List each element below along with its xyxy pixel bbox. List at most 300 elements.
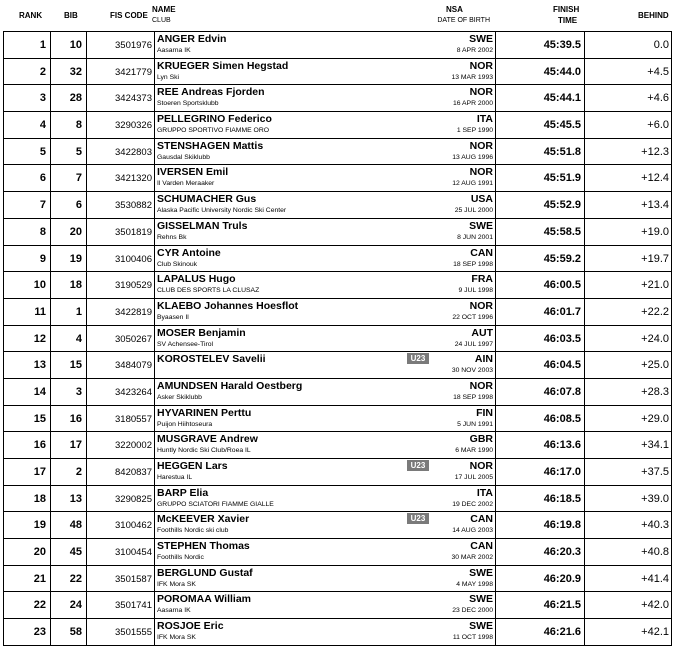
bib-cell xyxy=(50,486,87,512)
rank-value: 16 xyxy=(33,439,46,452)
club-name: Club Skinouk xyxy=(157,260,198,268)
finish-time-cell xyxy=(495,459,585,485)
bib-cell xyxy=(50,406,87,432)
date-of-birth: 17 JUL 2005 xyxy=(454,474,493,481)
rank-value: 1 xyxy=(39,39,46,51)
fis-code-cell xyxy=(86,246,155,272)
bib-value: 4 xyxy=(75,332,82,345)
bib-cell xyxy=(50,85,87,111)
bib-value: 3 xyxy=(75,385,82,398)
date-of-birth: 5 JUN 1991 xyxy=(457,420,493,428)
finish-time-value: 45:39.5 xyxy=(543,39,581,51)
results-header xyxy=(0,0,673,30)
rank-value: 23 xyxy=(33,626,46,639)
nsa-code: AIN xyxy=(474,353,493,366)
club-name: Foothills Nordic xyxy=(157,554,204,562)
bib-value: 10 xyxy=(69,39,82,51)
nsa-code: FIN xyxy=(476,406,493,419)
fis-code-cell xyxy=(86,619,155,645)
fis-code-value: 3100454 xyxy=(115,547,152,559)
name-cell xyxy=(154,432,496,458)
name-cell xyxy=(154,59,496,85)
behind-cell xyxy=(584,619,672,645)
nsa-code: FRA xyxy=(471,273,493,286)
table-row xyxy=(3,59,672,86)
athlete-name: SCHUMACHER Gus xyxy=(157,193,257,206)
bib-value: 32 xyxy=(69,65,82,78)
fis-code-value: 3050267 xyxy=(115,333,152,345)
date-of-birth: 16 APR 2000 xyxy=(452,100,493,108)
finish-time-cell xyxy=(495,352,585,378)
fis-code-cell xyxy=(86,59,155,85)
table-row xyxy=(3,219,672,246)
bib-value: 45 xyxy=(69,546,82,559)
finish-time-cell xyxy=(495,59,585,85)
bib-cell xyxy=(50,139,87,165)
bib-value: 16 xyxy=(69,412,82,425)
fis-code-value: 3422819 xyxy=(115,306,152,318)
club-name: Il Varden Meraaker xyxy=(157,180,215,188)
finish-time-cell xyxy=(495,112,585,138)
behind-cell xyxy=(584,459,672,485)
table-row xyxy=(3,139,672,166)
fis-code-cell xyxy=(86,406,155,432)
fis-code-value: 8420837 xyxy=(115,467,152,478)
fis-code-value: 3290825 xyxy=(115,493,152,505)
behind-cell xyxy=(584,299,672,325)
fis-code-cell xyxy=(86,459,155,485)
name-cell xyxy=(154,299,496,325)
athlete-name: PELLEGRINO Federico xyxy=(157,113,272,126)
behind-cell xyxy=(584,219,672,245)
table-row xyxy=(3,272,672,299)
athlete-name: HYVARINEN Perttu xyxy=(157,406,252,419)
finish-time-cell xyxy=(495,192,585,218)
bib-value: 1 xyxy=(75,305,82,318)
behind-value: +39.0 xyxy=(641,492,669,505)
header-time: TIME xyxy=(558,16,578,25)
rank-value: 7 xyxy=(39,199,46,212)
fis-code-value: 3484079 xyxy=(115,360,152,372)
table-row xyxy=(3,459,672,486)
nsa-code: NOR xyxy=(469,166,493,179)
nsa-code: ITA xyxy=(476,486,493,499)
bib-cell xyxy=(50,619,87,645)
rank-value: 14 xyxy=(33,385,46,398)
behind-value: +42.0 xyxy=(641,599,669,612)
name-cell xyxy=(154,32,496,58)
behind-cell xyxy=(584,32,672,58)
fis-code-cell xyxy=(86,299,155,325)
behind-cell xyxy=(584,112,672,138)
behind-value: +19.0 xyxy=(641,225,669,238)
nsa-code: NOR xyxy=(469,299,493,312)
finish-time-cell xyxy=(495,566,585,592)
finish-time-value: 45:44.0 xyxy=(543,65,581,78)
fis-code-value: 3501819 xyxy=(115,226,152,238)
club-name: IFK Mora SK xyxy=(157,634,196,642)
athlete-name: STENSHAGEN Mattis xyxy=(157,139,264,152)
bib-cell xyxy=(50,512,87,538)
header-date-of-birth: DATE OF BIRTH xyxy=(437,17,490,24)
finish-time-cell xyxy=(495,139,585,165)
table-row xyxy=(3,352,672,379)
finish-time-value: 45:45.5 xyxy=(543,119,581,132)
bib-cell xyxy=(50,246,87,272)
rank-cell xyxy=(4,272,51,298)
nsa-code: CAN xyxy=(470,540,493,553)
fis-code-cell xyxy=(86,352,155,378)
rank-cell xyxy=(4,326,51,352)
fis-code-cell xyxy=(86,165,155,191)
behind-value: +42.1 xyxy=(641,626,669,639)
behind-value: +12.4 xyxy=(641,172,669,185)
behind-cell xyxy=(584,406,672,432)
finish-time-cell xyxy=(495,512,585,538)
fis-code-cell xyxy=(86,192,155,218)
club-name: Asker Skiklubb xyxy=(157,393,202,401)
club-name: Rehns Bk xyxy=(157,233,187,241)
nsa-code: ITA xyxy=(476,113,493,126)
finish-time-cell xyxy=(495,85,585,111)
rank-value: 2 xyxy=(39,65,46,78)
athlete-name: MOSER Benjamin xyxy=(157,326,246,339)
athlete-name: HEGGEN Lars xyxy=(157,460,228,472)
table-row xyxy=(3,406,672,433)
nsa-code: AUT xyxy=(471,326,493,339)
behind-value: +28.3 xyxy=(641,385,669,398)
finish-time-value: 46:07.8 xyxy=(543,385,581,398)
finish-time-cell xyxy=(495,32,585,58)
rank-value: 22 xyxy=(33,599,46,612)
rank-cell xyxy=(4,32,51,58)
bib-value: 48 xyxy=(69,519,82,532)
nsa-code: GBR xyxy=(469,433,493,446)
athlete-name: KLAEBO Johannes Hoesflot xyxy=(157,299,299,312)
nsa-code: NOR xyxy=(469,139,493,152)
bib-value: 6 xyxy=(75,199,82,212)
rank-value: 10 xyxy=(33,279,46,292)
header-finish: FINISH xyxy=(553,5,580,14)
date-of-birth: 6 MAR 1990 xyxy=(455,447,493,455)
rank-cell xyxy=(4,566,51,592)
rank-value: 19 xyxy=(33,519,46,532)
rank-value: 17 xyxy=(33,466,46,478)
club-name: Stoeren Sportsklubb xyxy=(157,100,219,108)
behind-cell xyxy=(584,326,672,352)
bib-cell xyxy=(50,432,87,458)
table-row xyxy=(3,512,672,539)
name-cell xyxy=(154,352,496,378)
date-of-birth: 23 DEC 2000 xyxy=(452,607,493,615)
finish-time-value: 45:58.5 xyxy=(543,225,581,238)
nsa-code: CAN xyxy=(470,246,493,259)
fis-code-cell xyxy=(86,486,155,512)
rank-value: 11 xyxy=(34,305,46,318)
finish-time-cell xyxy=(495,299,585,325)
finish-time-value: 46:13.6 xyxy=(543,439,581,452)
behind-value: +34.1 xyxy=(641,439,669,452)
results-table xyxy=(3,31,672,646)
table-row xyxy=(3,539,672,566)
bib-value: 18 xyxy=(69,279,82,292)
table-row xyxy=(3,566,672,593)
name-cell xyxy=(154,139,496,165)
finish-time-cell xyxy=(495,165,585,191)
fis-code-value: 3421320 xyxy=(115,173,152,185)
rank-value: 6 xyxy=(39,172,46,185)
club-name: Aasarna IK xyxy=(157,47,191,54)
finish-time-cell xyxy=(495,406,585,432)
header-nsa: NSA xyxy=(446,5,463,14)
rank-cell xyxy=(4,246,51,272)
behind-value: +37.5 xyxy=(641,466,669,478)
athlete-name: POROMAA William xyxy=(157,593,252,606)
table-row xyxy=(3,619,672,646)
behind-value: +40.3 xyxy=(641,519,669,532)
date-of-birth: 22 OCT 1996 xyxy=(452,313,493,321)
date-of-birth: 11 OCT 1998 xyxy=(452,634,493,642)
bib-value: 8 xyxy=(75,119,82,132)
bib-cell xyxy=(50,165,87,191)
finish-time-value: 46:08.5 xyxy=(543,412,581,425)
bib-value: 20 xyxy=(69,225,82,238)
bib-value: 15 xyxy=(69,359,82,372)
club-name: Puijon Hiihtoseura xyxy=(157,420,213,428)
date-of-birth: 9 JUL 1998 xyxy=(458,287,493,295)
name-cell xyxy=(154,165,496,191)
bib-cell xyxy=(50,352,87,378)
fis-code-cell xyxy=(86,112,155,138)
date-of-birth: 13 AUG 1996 xyxy=(452,153,493,161)
athlete-name: KRUEGER Simen Hegstad xyxy=(157,59,289,72)
rank-cell xyxy=(4,406,51,432)
header-behind: BEHIND xyxy=(638,11,669,20)
fis-code-value: 3530882 xyxy=(115,200,152,212)
header-name: NAME xyxy=(152,5,176,14)
fis-code-cell xyxy=(86,272,155,298)
bib-value: 2 xyxy=(75,466,82,478)
club-name: SV Achensee-Tirol xyxy=(157,340,214,348)
behind-value: +21.0 xyxy=(641,279,669,292)
date-of-birth: 18 SEP 1998 xyxy=(453,393,493,401)
fis-code-value: 3422803 xyxy=(115,146,152,158)
fis-code-cell xyxy=(86,139,155,165)
athlete-name: IVERSEN Emil xyxy=(157,166,229,179)
bib-cell xyxy=(50,539,87,565)
bib-cell xyxy=(50,112,87,138)
bib-cell xyxy=(50,32,87,58)
fis-code-cell xyxy=(86,539,155,565)
club-name: IFK Mora SK xyxy=(157,580,196,588)
finish-time-value: 46:04.5 xyxy=(543,359,581,372)
fis-code-value: 3100462 xyxy=(115,520,152,532)
bib-value: 19 xyxy=(69,252,82,265)
date-of-birth: 24 JUL 1997 xyxy=(454,340,493,348)
rank-value: 12 xyxy=(33,332,46,345)
rank-value: 18 xyxy=(33,492,46,505)
rank-cell xyxy=(4,192,51,218)
nsa-code: CAN xyxy=(470,513,493,526)
name-cell xyxy=(154,219,496,245)
bib-cell xyxy=(50,566,87,592)
table-row xyxy=(3,246,672,273)
club-name: Harestua IL xyxy=(157,474,193,481)
table-row xyxy=(3,32,672,59)
athlete-name: LAPALUS Hugo xyxy=(157,273,236,286)
finish-time-cell xyxy=(495,619,585,645)
finish-time-value: 46:21.6 xyxy=(543,626,581,639)
behind-value: +6.0 xyxy=(647,119,669,132)
behind-cell xyxy=(584,352,672,378)
fis-code-cell xyxy=(86,32,155,58)
date-of-birth: 14 AUG 2003 xyxy=(452,527,493,535)
finish-time-cell xyxy=(495,432,585,458)
behind-cell xyxy=(584,272,672,298)
fis-code-cell xyxy=(86,219,155,245)
club-name: Gausdal Skiklubb xyxy=(157,153,210,161)
table-row xyxy=(3,299,672,326)
date-of-birth: 30 NOV 2003 xyxy=(451,367,493,375)
name-cell xyxy=(154,406,496,432)
header-club: CLUB xyxy=(152,17,171,24)
behind-cell xyxy=(584,246,672,272)
name-cell xyxy=(154,619,496,645)
name-cell xyxy=(154,566,496,592)
fis-code-value: 3190529 xyxy=(115,280,152,292)
behind-value: +25.0 xyxy=(641,359,669,372)
finish-time-cell xyxy=(495,592,585,618)
behind-value: +40.8 xyxy=(641,546,669,559)
club-name: Huntly Nordic Ski Club/Roea IL xyxy=(157,447,251,455)
athlete-name: KOROSTELEV Savelii xyxy=(157,353,266,366)
date-of-birth: 12 AUG 1991 xyxy=(452,180,493,188)
date-of-birth: 19 DEC 2002 xyxy=(452,500,493,508)
bib-value: 7 xyxy=(75,172,82,185)
date-of-birth: 8 JUN 2001 xyxy=(457,233,493,241)
behind-cell xyxy=(584,539,672,565)
behind-cell xyxy=(584,379,672,405)
fis-code-cell xyxy=(86,379,155,405)
date-of-birth: 4 MAY 1998 xyxy=(456,580,493,588)
behind-value: +13.4 xyxy=(641,199,669,212)
fis-code-value: 3421779 xyxy=(115,66,152,78)
name-cell xyxy=(154,112,496,138)
rank-value: 15 xyxy=(33,412,46,425)
bib-cell xyxy=(50,459,87,485)
finish-time-value: 46:19.8 xyxy=(543,519,581,532)
fis-code-cell xyxy=(86,326,155,352)
behind-value: +41.4 xyxy=(641,572,669,585)
fis-code-value: 3220002 xyxy=(115,440,152,452)
behind-cell xyxy=(584,139,672,165)
behind-value: 0.0 xyxy=(653,39,669,51)
club-name: GRUPPO SPORTIVO FIAMME ORO xyxy=(157,127,270,135)
club-name: Byaasen Il xyxy=(157,313,189,321)
bib-cell xyxy=(50,326,87,352)
bib-value: 58 xyxy=(69,626,82,639)
rank-cell xyxy=(4,219,51,245)
table-row xyxy=(3,85,672,112)
bib-value: 24 xyxy=(69,599,82,612)
athlete-name: McKEEVER Xavier xyxy=(157,513,250,526)
date-of-birth: 18 SEP 1998 xyxy=(453,260,493,268)
name-cell xyxy=(154,246,496,272)
behind-value: +19.7 xyxy=(641,252,669,265)
name-cell xyxy=(154,592,496,618)
club-name: Aasarna IK xyxy=(157,607,191,615)
bib-value: 5 xyxy=(75,145,82,158)
rank-cell xyxy=(4,512,51,538)
rank-cell xyxy=(4,112,51,138)
rank-value: 20 xyxy=(33,546,46,559)
athlete-name: STEPHEN Thomas xyxy=(157,540,250,553)
nsa-code: NOR xyxy=(469,59,493,72)
club-name: Lyn Ski xyxy=(157,73,180,81)
name-cell xyxy=(154,192,496,218)
bib-value: 13 xyxy=(69,492,82,505)
bib-cell xyxy=(50,192,87,218)
fis-code-cell xyxy=(86,432,155,458)
date-of-birth: 25 JUL 2000 xyxy=(454,207,493,215)
behind-value: +12.3 xyxy=(641,145,669,158)
rank-cell xyxy=(4,139,51,165)
nsa-code: NOR xyxy=(469,460,493,472)
table-row xyxy=(3,592,672,619)
rank-cell xyxy=(4,619,51,645)
athlete-name: AMUNDSEN Harald Oestberg xyxy=(157,379,303,392)
table-row xyxy=(3,326,672,353)
rank-cell xyxy=(4,352,51,378)
rank-cell xyxy=(4,379,51,405)
fis-code-value: 3501976 xyxy=(115,40,152,51)
header-bib: BIB xyxy=(64,11,78,20)
rank-cell xyxy=(4,486,51,512)
finish-time-value: 45:44.1 xyxy=(543,92,581,105)
athlete-name: BERGLUND Gustaf xyxy=(157,566,253,579)
rank-value: 8 xyxy=(39,225,46,238)
fis-code-cell xyxy=(86,566,155,592)
fis-code-value: 3100406 xyxy=(115,253,152,265)
u23-badge: U23 xyxy=(407,460,429,471)
finish-time-value: 46:03.5 xyxy=(543,332,581,345)
finish-time-value: 46:20.9 xyxy=(543,572,581,585)
name-cell xyxy=(154,459,496,485)
name-cell xyxy=(154,272,496,298)
finish-time-value: 45:51.9 xyxy=(543,172,581,185)
athlete-name: GISSELMAN Truls xyxy=(157,219,248,232)
rank-cell xyxy=(4,432,51,458)
finish-time-value: 46:01.7 xyxy=(543,305,581,318)
date-of-birth: 8 APR 2002 xyxy=(456,47,493,54)
table-row xyxy=(3,486,672,513)
rank-value: 21 xyxy=(33,572,46,585)
finish-time-cell xyxy=(495,246,585,272)
finish-time-value: 45:51.8 xyxy=(543,145,581,158)
bib-value: 17 xyxy=(69,439,82,452)
rank-cell xyxy=(4,59,51,85)
name-cell xyxy=(154,85,496,111)
name-cell xyxy=(154,539,496,565)
fis-code-value: 3501555 xyxy=(115,627,152,639)
date-of-birth: 1 SEP 1990 xyxy=(456,127,493,135)
fis-code-cell xyxy=(86,512,155,538)
bib-cell xyxy=(50,379,87,405)
u23-badge: U23 xyxy=(407,513,429,524)
fis-code-value: 3424373 xyxy=(115,93,152,105)
rank-cell xyxy=(4,299,51,325)
u23-badge: U23 xyxy=(407,353,429,364)
